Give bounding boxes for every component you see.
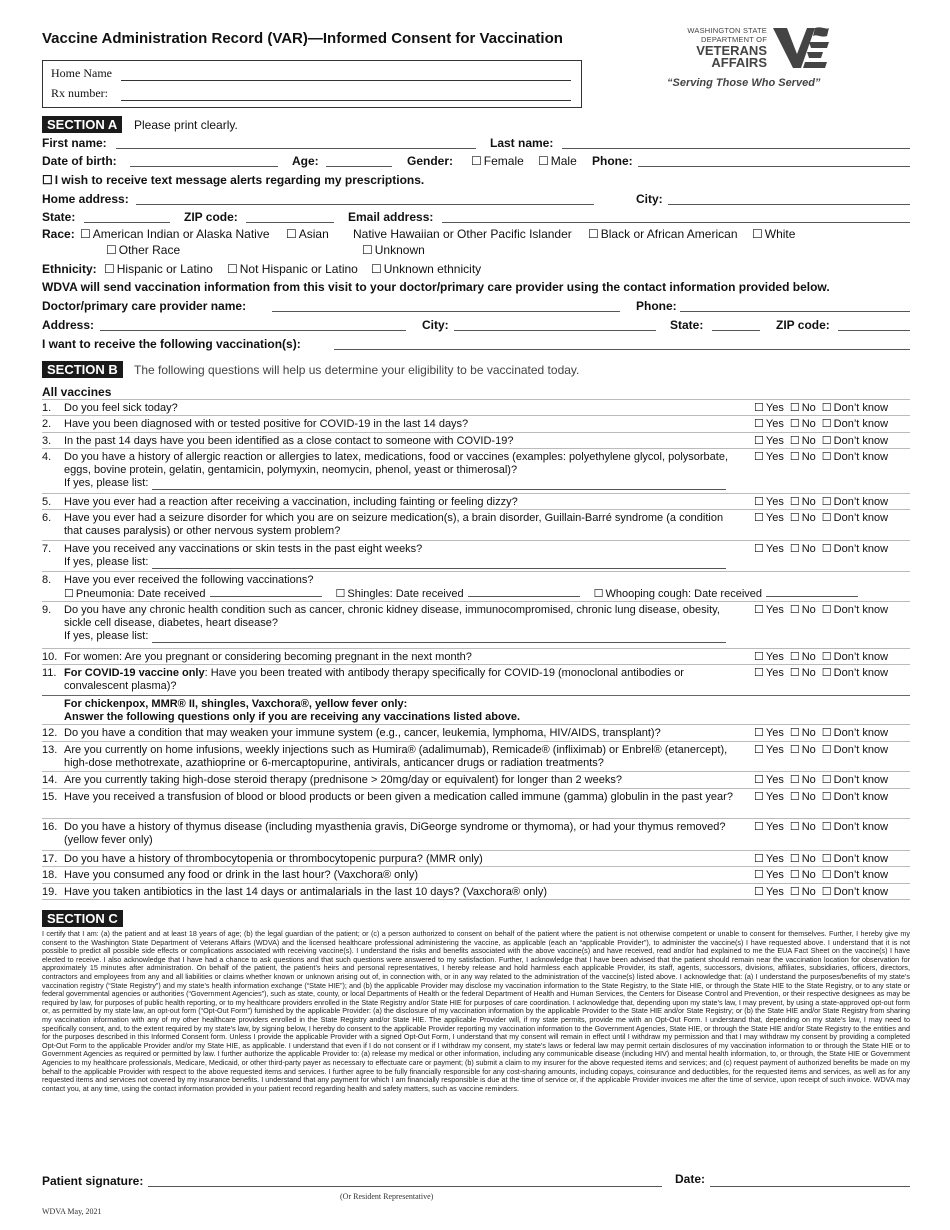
age-label: Age:: [292, 154, 319, 168]
zip-label: ZIP code:: [184, 210, 238, 224]
rx-number-row[interactable]: [51, 85, 573, 103]
answer-yes-checkbox[interactable]: ☐ Yes: [754, 667, 784, 679]
answer-options: [754, 543, 910, 556]
wdva-logo: [655, 24, 855, 94]
answer-dont-know-checkbox[interactable]: ☐ Don’t know: [822, 744, 888, 756]
question-row-12: [42, 724, 910, 741]
question-row-9: [42, 601, 910, 648]
logo-text-small: WASHINGTON STATE DEPARTMENT OF: [687, 26, 767, 44]
answer-dont-know-checkbox[interactable]: ☐ Don’t know: [822, 791, 888, 803]
doctor-address-label: Address:: [42, 318, 95, 332]
answer-no-checkbox[interactable]: ☐ No: [790, 512, 816, 524]
gender-male-checkbox[interactable]: ☐ Male: [538, 154, 577, 168]
question-number: 11.: [42, 667, 57, 679]
question-text: Do you have a history of allergic reaction or allergies to latex, medications, food or vaccines (examples: polyethylene glycol, polysorbate, eggs, bovine protein, gelatin, gentamicin, polymyxin, neomycin, phenol, yeast or thimerosal)? If yes, please list:: [64, 451, 744, 490]
shingles-checkbox[interactable]: ☐ Shingles: Date received: [336, 588, 464, 600]
answer-yes-checkbox[interactable]: ☐ Yes: [754, 853, 784, 865]
if-yes-line[interactable]: If yes, please list:: [64, 630, 744, 643]
answer-no-checkbox[interactable]: ☐ No: [790, 744, 816, 756]
answer-yes-checkbox[interactable]: ☐ Yes: [754, 821, 784, 833]
question-number: 18.: [42, 869, 58, 881]
answer-yes-checkbox[interactable]: ☐ Yes: [754, 886, 784, 898]
question-number: 17.: [42, 853, 58, 865]
logo-text-veterans: VETERANS: [696, 43, 767, 58]
answer-dont-know-checkbox[interactable]: ☐ Don’t know: [822, 512, 888, 524]
signature-date-field[interactable]: [710, 1186, 910, 1187]
answer-options: [754, 774, 910, 787]
special-vaccines-header: [42, 695, 910, 724]
answer-dont-know-checkbox[interactable]: ☐ Don’t know: [822, 543, 888, 555]
question-text: Have you ever received the following vaccinations? ☐ Pneumonia: Date received☐ Shingles: Date received☐ Whooping cough: Date received: [64, 574, 924, 601]
question-number: 5.: [42, 496, 52, 508]
answer-options: [754, 402, 910, 415]
question-row-16: [42, 818, 910, 850]
answer-no-checkbox[interactable]: ☐ No: [790, 543, 816, 555]
answer-dont-know-checkbox[interactable]: ☐ Don’t know: [822, 402, 888, 414]
question-row-4: [42, 448, 910, 493]
question-number: 3.: [42, 435, 52, 447]
race-asian-checkbox[interactable]: ☐ Asian: [286, 227, 329, 241]
answer-yes-checkbox[interactable]: ☐ Yes: [754, 604, 784, 616]
race-label: Race:: [42, 227, 75, 241]
first-name-label: First name:: [42, 136, 107, 150]
question-row-8: [42, 571, 910, 601]
question-text: Do you have any chronic health condition such as cancer, chronic kidney disease, immunocompromised, chronic lung disease, obesity, sickle cell disease, diabetes, heart disease? If yes, please list:: [64, 604, 744, 643]
want-vaccine-label: I want to receive the following vaccination(s):: [42, 337, 301, 351]
question-text: Do you feel sick today?: [64, 402, 178, 414]
doctor-phone-field[interactable]: [680, 311, 910, 312]
question-text: For women: Are you pregnant or considering becoming pregnant in the next month?: [64, 651, 472, 663]
signature-date-label: Date:: [675, 1172, 706, 1186]
dob-field[interactable]: [130, 166, 278, 167]
answer-no-checkbox[interactable]: ☐ No: [790, 791, 816, 803]
answer-dont-know-checkbox[interactable]: ☐ Don’t know: [822, 886, 888, 898]
question-row-19: [42, 883, 910, 900]
shingles-date-field[interactable]: [468, 587, 580, 597]
question-number: 12.: [42, 727, 58, 739]
logo-slogan: “Serving Those Who Served”: [667, 77, 821, 89]
rx-number-field[interactable]: [121, 100, 571, 101]
answer-dont-know-checkbox[interactable]: ☐ Don’t know: [822, 821, 888, 833]
question-text: Are you currently on home infusions, weekly injections such as Humira® (adalimumab), Remicade® (infliximab) or Enbrel® (etanercept), high-dose methotrexate, azathioprine or 6-mercaptopurine, antivirals, anticancer drugs or radiation treatments?: [64, 744, 728, 769]
answer-dont-know-checkbox[interactable]: ☐ Don’t know: [822, 667, 888, 679]
question-row-5: [42, 493, 910, 509]
answer-yes-checkbox[interactable]: ☐ Yes: [754, 496, 784, 508]
home-address-label: Home address:: [42, 192, 129, 206]
home-name-label: Home Name: [51, 66, 112, 80]
answer-options: [754, 744, 910, 757]
phone-label: Phone:: [592, 154, 633, 168]
last-name-label: Last name:: [490, 136, 554, 150]
answer-options: [754, 418, 910, 431]
doctor-phone-label: Phone:: [636, 299, 677, 313]
race-native-hawaiian-label: Native Hawaiian or Other Pacific Islander: [353, 227, 572, 241]
answer-options: [754, 853, 910, 866]
answer-options: [754, 604, 910, 617]
text-alerts-checkbox[interactable]: ☐ I wish to receive text message alerts regarding my prescriptions.: [42, 173, 424, 187]
section-b-note: The following questions will help us determine your eligibility to be vaccinated today.: [134, 363, 580, 377]
rx-number-label: Rx number:: [51, 86, 108, 100]
answer-dont-know-checkbox[interactable]: ☐ Don’t know: [822, 869, 888, 881]
question-number: 13.: [42, 744, 58, 756]
doctor-zip-label: ZIP code:: [776, 318, 830, 332]
question-text: Have you consumed any food or drink in the last hour? (Vaxchora® only): [64, 869, 418, 881]
answer-options: [754, 667, 910, 680]
ethnicity-unknown-checkbox[interactable]: ☐ Unknown ethnicity: [371, 262, 481, 276]
question-number: 10.: [42, 651, 58, 663]
answer-no-checkbox[interactable]: ☐ No: [790, 496, 816, 508]
city-label: City:: [636, 192, 663, 206]
answer-no-checkbox[interactable]: ☐ No: [790, 651, 816, 663]
answer-dont-know-checkbox[interactable]: ☐ Don’t know: [822, 435, 888, 447]
ethnicity-label: Ethnicity:: [42, 262, 97, 276]
question-text: Have you ever had a seizure disorder for which you are on seizure medication(s), a brain disorder, Guillain-Barré syndrome (a condition that causes paralysis) or other nervous system problem?: [64, 512, 724, 537]
section-a-note: Please print clearly.: [134, 118, 238, 132]
ethnicity-hispanic-checkbox[interactable]: ☐ Hispanic or Latino: [104, 262, 213, 276]
answer-options: [754, 451, 910, 464]
answer-yes-checkbox[interactable]: ☐ Yes: [754, 791, 784, 803]
question-number: 6.: [42, 512, 52, 524]
answer-yes-checkbox[interactable]: ☐ Yes: [754, 402, 784, 414]
wdva-notice: WDVA will send vaccination information from this visit to your doctor/primary care provider using the contact information provided below.: [42, 280, 830, 294]
answer-dont-know-checkbox[interactable]: ☐ Don’t know: [822, 496, 888, 508]
answer-yes-checkbox[interactable]: ☐ Yes: [754, 512, 784, 524]
answer-no-checkbox[interactable]: ☐ No: [790, 667, 816, 679]
patient-signature-field[interactable]: [148, 1186, 662, 1187]
patient-signature-label: Patient signature:: [42, 1174, 144, 1188]
phone-field[interactable]: [638, 166, 910, 167]
answer-options: [754, 791, 910, 804]
gender-female-checkbox[interactable]: ☐ Female: [471, 154, 524, 168]
answer-dont-know-checkbox[interactable]: ☐ Don’t know: [822, 651, 888, 663]
question-row-13: [42, 741, 910, 771]
consent-legal-text: I certify that I am: (a) the patient and at least 18 years of age; (b) the legal guardian of the patient; or (c) a person authorized to consent on behalf of the patient where the patient is not otherwise competent or unable to consent for themselves. Further, I hereby give my consent to the Washington State Department of Veterans Affairs (WDVA) and the licensed healthcare professional administering the vaccine, as applicable (each an “applicable Provider”), to administer the vaccine(s) I have requested above. I understand that it is not possible to predict all possible side effects or complications associated with receiving vaccine(s). I understand the risks and benefits associated with the above vaccine(s) and have received, read and/or had explained to me the EUA Fact Sheet on the vaccine(s) I have elected to receive. I also acknowledge that I have had a chance to ask questions and that such questions were answered to my satisfaction. Further, I acknowledge that I have been advised that the patient should remain near the vaccination location for observation for approximately 15 minutes after administration. On behalf of the patient, the patient’s heirs and personal representatives, I hereby release and hold harmless each applicable Provider, its staff, agents, successors, divisions, affiliates, subsidiaries, officers, directors, contractors and employees from any and all liabilities or claims whether known or unknown arising out of, in connection with, or in any way related to the administration of the vaccine(s) listed above. I acknowledge that: (a) I understand the purposes/benefits of my state’s vaccination registry (“State Registry”) and my state’s health information exchange (“State HIE”); and (b) the applicable Provider may disclose my vaccination information to the State Registry, to the State HIE, or through the State HIE to the State Registry, or to any state or federal governmental agencies or authorities (“Government Agencies”), such as state, county, or local Departments of Health or the federal Department of Health and Human Services, the Centers for Disease Control and Prevention, or their respective designees as may be required by law, for purposes of public health reporting, or to my healthcare providers enrolled in the State Registry and/or State HIE for purposes of care coordination. I acknowledge that, depending upon my state’s law, I may prevent, by using a state-approved opt-out form or, as permitted by my state law, an opt-out form (“Opt-Out Form”) furnished by the applicable Provider: (a) the disclosure of my vaccination information by the applicable Provider to the State HIE and/or State Registry; or (b) the State HIE and/or State Registry from sharing my vaccination information with any of my other healthcare providers enrolled in the State Registry and/or State HIE. The applicable Provider will, if my state permits, provide me with an Opt-Out Form. I understand that, depending on my state’s law, I may need to specifically consent, and, to the extent required by my state’s law, by signing below, I hereby do consent to the applicable Provider reporting my vaccination information to the Government Agencies, State HIE, or through the State HIE and/or State Registry to the entities and for the purposes described in this Informed Consent form. Unless I provide the applicable Provider with a signed Opt-Out Form, I understand that my consent will remain in effect until I withdraw my permission and that I may withdraw my consent by providing a completed Opt-Out Form to the applicable Provider and/or my State HIE, as applicable. I understand that even if I do not consent or if I withdraw my consent, my state’s laws or federal law may permit certain disclosures of my vaccination information to or through the State HIE or to Government Agencies as required or permitted by law. I further authorize the applicable Provider to: (a) release my medical or other information, including any communicable disease (including HIV) and mental health information, to, or through, the State HIE or Government Agencies to my healthcare professionals, Medicare, Medicaid, or other third-party payer as necessary to effectuate care or payment; (b) submit a claim to my insurer for the above requested items and services; and (c) request payment of authorized benefits be made on my behalf to the applicable Provider with respect to the above requested items and services. I further agree to be fully financially responsible for any cost-sharing amounts, including copays, coinsurance and deductibles, for the requested items and services, as well as for any requested items and services not covered by my insurance benefits. I understand that any payment for which I am financially responsible is due at the time of service or, if the applicable Provider invoices me after the time of service, upon receipt of such invoice. WDVA may contact you, at any time, using the contact information provided in your patient record regarding health and safety matters, such as vaccine reminders.: [42, 929, 910, 1093]
question-number: 2.: [42, 418, 52, 430]
question-row-17: [42, 850, 910, 866]
answer-no-checkbox[interactable]: ☐ No: [790, 774, 816, 786]
answer-no-checkbox[interactable]: ☐ No: [790, 727, 816, 739]
if-yes-line[interactable]: If yes, please list:: [64, 556, 744, 569]
answer-yes-checkbox[interactable]: ☐ Yes: [754, 744, 784, 756]
logo-text-affairs: AFFAIRS: [711, 55, 767, 70]
dob-label: Date of birth:: [42, 154, 117, 168]
doctor-zip-field[interactable]: [838, 330, 910, 331]
question-number: 4.: [42, 451, 52, 463]
special-header-text: For chickenpox, MMR® II, shingles, Vaxchora®, yellow fever only: Answer the following questions only if you are receiving any vaccinations listed above.: [64, 698, 521, 723]
pneumonia-checkbox[interactable]: ☐ Pneumonia: Date received: [64, 588, 206, 600]
whooping-cough-date-field[interactable]: [766, 587, 858, 597]
answer-yes-checkbox[interactable]: ☐ Yes: [754, 869, 784, 881]
home-name-row[interactable]: [51, 65, 573, 83]
age-field[interactable]: [326, 166, 392, 167]
question-text: Are you currently taking high-dose steroid therapy (prednisone > 20mg/day or equivalent) for longer than 2 weeks?: [64, 774, 622, 786]
home-info-box: [42, 60, 582, 108]
city-field[interactable]: [668, 204, 910, 205]
question-row-7: [42, 540, 910, 571]
question-text: Do you have a history of thrombocytopenia or thrombocytopenic purpura? (MMR only): [64, 853, 483, 865]
if-yes-line[interactable]: If yes, please list:: [64, 477, 744, 490]
answer-yes-checkbox[interactable]: ☐ Yes: [754, 651, 784, 663]
answer-dont-know-checkbox[interactable]: ☐ Don’t know: [822, 418, 888, 430]
question-number: 8.: [42, 574, 52, 586]
question-number: 1.: [42, 402, 52, 414]
answer-no-checkbox[interactable]: ☐ No: [790, 435, 816, 447]
section-a-badge: SECTION A: [42, 116, 122, 133]
answer-no-checkbox[interactable]: ☐ No: [790, 853, 816, 865]
question-row-14: [42, 771, 910, 788]
question-text: Do you have a history of thymus disease (including myasthenia gravis, DiGeorge syndrome or thymoma), or had your thymus removed? (yellow fever only): [64, 821, 726, 846]
doctor-city-field[interactable]: [454, 330, 656, 331]
question-row-18: [42, 866, 910, 883]
doctor-city-label: City:: [422, 318, 449, 332]
answer-dont-know-checkbox[interactable]: ☐ Don’t know: [822, 853, 888, 865]
race-american-indian-checkbox[interactable]: ☐ American Indian or Alaska Native: [80, 227, 270, 241]
question-number: 19.: [42, 886, 58, 898]
question-number: 16.: [42, 821, 58, 833]
first-name-field[interactable]: [116, 148, 476, 149]
answer-no-checkbox[interactable]: ☐ No: [790, 402, 816, 414]
gender-label: Gender:: [407, 154, 454, 168]
ethnicity-not-hispanic-checkbox[interactable]: ☐ Not Hispanic or Latino: [227, 262, 358, 276]
answer-dont-know-checkbox[interactable]: ☐ Don’t know: [822, 604, 888, 616]
section-c-badge: SECTION C: [42, 910, 123, 927]
answer-yes-checkbox[interactable]: ☐ Yes: [754, 418, 784, 430]
want-vaccine-field[interactable]: [334, 349, 910, 350]
question-number: 14.: [42, 774, 58, 786]
form-title: Vaccine Administration Record (VAR)—Informed Consent for Vaccination: [42, 30, 563, 47]
question-number: 15.: [42, 791, 58, 803]
doctor-state-field[interactable]: [712, 330, 760, 331]
answer-yes-checkbox[interactable]: ☐ Yes: [754, 451, 784, 463]
home-address-field[interactable]: [136, 204, 594, 205]
resident-representative-note: (Or Resident Representative): [340, 1192, 434, 1201]
answer-options: [754, 512, 910, 525]
answer-no-checkbox[interactable]: ☐ No: [790, 869, 816, 881]
answer-no-checkbox[interactable]: ☐ No: [790, 821, 816, 833]
all-vaccines-header: All vaccines: [42, 385, 112, 399]
section-b-badge: SECTION B: [42, 361, 123, 378]
question-row-15: [42, 788, 910, 818]
answer-yes-checkbox[interactable]: ☐ Yes: [754, 543, 784, 555]
email-field[interactable]: [442, 222, 910, 223]
whooping-cough-checkbox[interactable]: ☐ Whooping cough: Date received: [594, 588, 762, 600]
race-unknown-checkbox[interactable]: ☐ Unknown: [362, 243, 425, 257]
question-row-2: [42, 415, 910, 432]
state-field[interactable]: [84, 222, 170, 223]
last-name-field[interactable]: [562, 148, 910, 149]
answer-no-checkbox[interactable]: ☐ No: [790, 886, 816, 898]
answer-options: [754, 821, 910, 834]
answer-yes-checkbox[interactable]: ☐ Yes: [754, 435, 784, 447]
question-row-10: [42, 648, 910, 664]
answer-options: [754, 496, 910, 509]
doctor-name-label: Doctor/primary care provider name:: [42, 299, 247, 313]
veterans-flag-logo-icon: [771, 24, 831, 72]
question-row-11: [42, 664, 910, 695]
question-row-3: [42, 432, 910, 448]
question-text: In the past 14 days have you been identified as a close contact to someone with COVID-19?: [64, 435, 514, 447]
question-row-6: [42, 509, 910, 540]
race-white-checkbox[interactable]: ☐ White: [752, 227, 795, 241]
answer-options: [754, 651, 910, 664]
question-text: Do you have a condition that may weaken your immune system (e.g., cancer, leukemia, lymphoma, HIV/AIDS, transplant)?: [64, 727, 661, 739]
zip-field[interactable]: [246, 222, 334, 223]
answer-yes-checkbox[interactable]: ☐ Yes: [754, 727, 784, 739]
doctor-name-field[interactable]: [272, 311, 620, 312]
answer-no-checkbox[interactable]: ☐ No: [790, 418, 816, 430]
question-text: Have you received a transfusion of blood or blood products or been given a medication called immune (gamma) globulin in the past year?: [64, 791, 733, 803]
question-text: Have you ever had a reaction after receiving a vaccination, including fainting or feeling dizzy?: [64, 496, 518, 508]
question-number: 9.: [42, 604, 52, 616]
race-black-checkbox[interactable]: ☐ Black or African American: [588, 227, 738, 241]
answer-no-checkbox[interactable]: ☐ No: [790, 451, 816, 463]
form-footer: WDVA May, 2021: [42, 1207, 102, 1216]
pneumonia-date-field[interactable]: [210, 587, 322, 597]
answer-options: [754, 869, 910, 882]
email-label: Email address:: [348, 210, 434, 224]
question-text: For COVID-19 vaccine only: Have you been treated with antibody therapy specifically for COVID-19 (monoclonal antibodies or convalescent plasma)?: [64, 667, 684, 692]
race-other-checkbox[interactable]: ☐ Other Race: [106, 243, 180, 257]
answer-dont-know-checkbox[interactable]: ☐ Don’t know: [822, 774, 888, 786]
question-text: Have you taken antibiotics in the last 14 days or antimalarials in the last 10 days? (Vaxchora® only): [64, 886, 547, 898]
answer-no-checkbox[interactable]: ☐ No: [790, 604, 816, 616]
answer-options: [754, 435, 910, 448]
answer-options: [754, 727, 910, 740]
question-text: Have you received any vaccinations or skin tests in the past eight weeks? If yes, please list:: [64, 543, 744, 569]
answer-options: [754, 886, 910, 899]
answer-dont-know-checkbox[interactable]: ☐ Don’t know: [822, 451, 888, 463]
question-number: 7.: [42, 543, 52, 555]
state-label: State:: [42, 210, 76, 224]
home-name-field[interactable]: [121, 80, 571, 81]
question-row-1: [42, 399, 910, 415]
answer-yes-checkbox[interactable]: ☐ Yes: [754, 774, 784, 786]
doctor-state-label: State:: [670, 318, 704, 332]
doctor-address-field[interactable]: [100, 330, 406, 331]
question-text: Have you been diagnosed with or tested positive for COVID-19 in the last 14 days?: [64, 418, 469, 430]
answer-dont-know-checkbox[interactable]: ☐ Don’t know: [822, 727, 888, 739]
